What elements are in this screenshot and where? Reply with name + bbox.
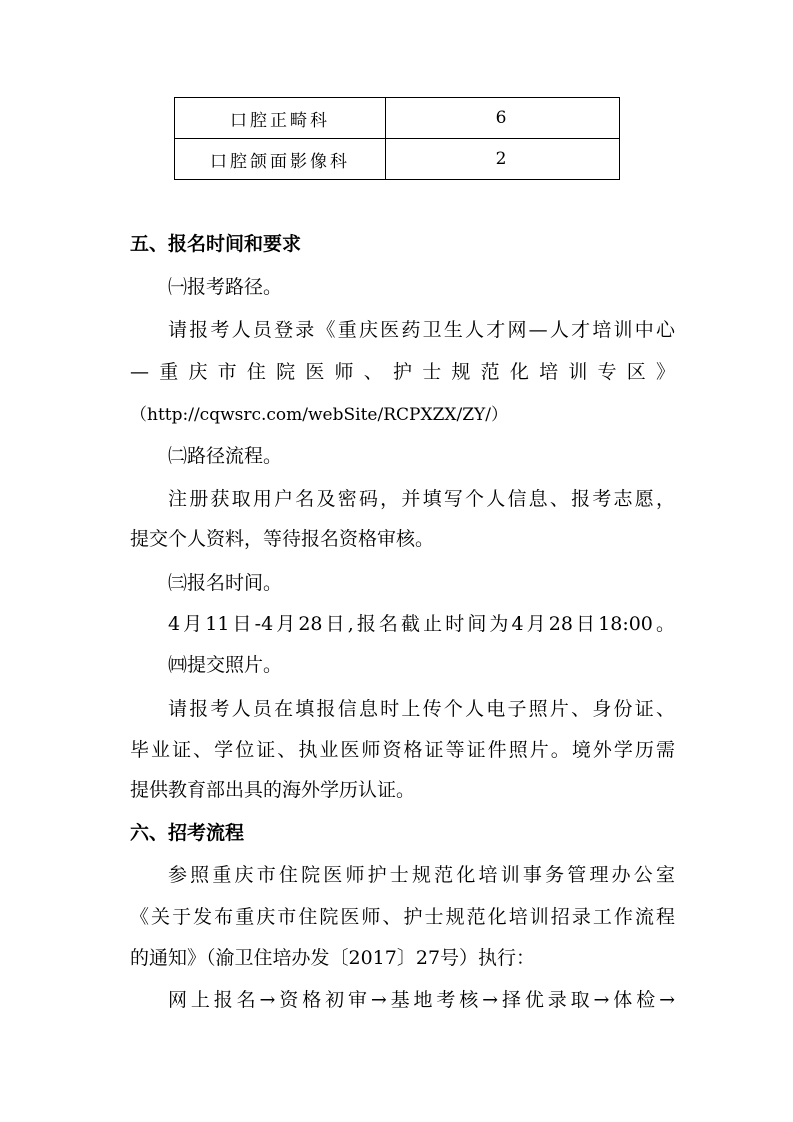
section6-line4: 网上报名→资格初审→基地考核→择优录取→体检→ (168, 989, 675, 1011)
item1-line1: 请报考人员登录《重庆医药卫生人才网—人才培训中心 (168, 319, 675, 341)
item4-line1: 请报考人员在填报信息时上传个人电子照片、身份证、 (168, 698, 675, 720)
section6-heading: 六、招考流程 (130, 822, 245, 844)
item2-line2: 提交个人资料，等待报名资格审核。 (130, 528, 435, 550)
item2-line1: 注册获取用户名及密码，并填写个人信息、报考志愿， (168, 488, 675, 510)
count-cell: 2 (386, 139, 620, 180)
quota-table (174, 97, 620, 180)
section6-line3: 的通知》（渝卫住培办发〔2017〕27号）执行： (130, 947, 536, 969)
item2-title: ㈡路径流程。 (168, 445, 283, 467)
table-row (175, 98, 620, 139)
section6-line1: 参照重庆市住院医师护士规范化培训事务管理办公室 (168, 864, 675, 886)
section5-heading: 五、报名时间和要求 (130, 233, 302, 255)
table-row (175, 139, 620, 180)
item1-title: ㈠报考路径。 (168, 276, 283, 298)
item3-title: ㈢报名时间。 (168, 572, 283, 594)
item4-line2: 毕业证、学位证、执业医师资格证等证件照片。境外学历需 (130, 739, 675, 761)
dept-cell: 口腔颌面影像科 (175, 139, 386, 180)
section6-line2: 《关于发布重庆市住院医师、护士规范化培训招录工作流程 (130, 906, 675, 928)
count-cell: 6 (386, 98, 620, 139)
item1-line2: —重庆市住院医师、护士规范化培训专区》 (130, 361, 675, 383)
item3-text: 4月11日-4月28日,报名截止时间为4月28日18:00。 (168, 613, 675, 635)
dept-cell: 口腔正畸科 (175, 98, 386, 139)
item4-line3: 提供教育部出具的海外学历认证。 (130, 779, 416, 801)
portal-url[interactable]: （http://cqwsrc.com/webSite/RCPXZX/ZY/） (130, 405, 508, 425)
item4-title: ㈣提交照片。 (168, 654, 283, 676)
